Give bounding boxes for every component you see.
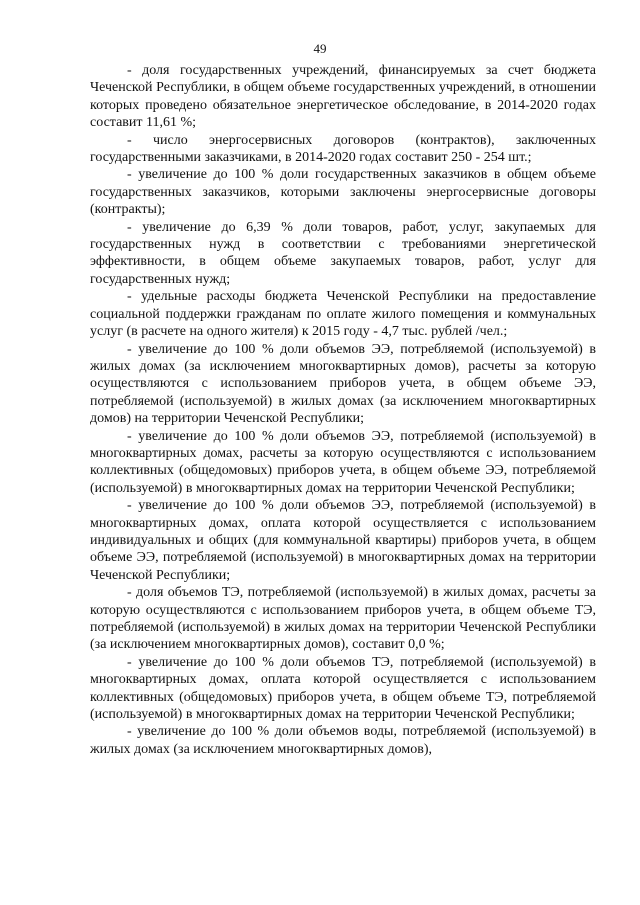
page-body <box>90 62 596 758</box>
page-number: 49 <box>313 41 327 56</box>
paragraph: - увеличение до 100 % доли объемов ЭЭ, потребляемой (используемой) в многоквартирных домах, расчеты за которую осуществляются с использованием коллективных (общедомовых) приборов учета, в общем объеме ЭЭ, потребляемой (используемой) в многоквартирных домах на территории Чеченской Республики; <box>90 428 596 496</box>
paragraph: - доля государственных учреждений, финансируемых за счет бюджета Чеченской Республики, в общем объеме государственных учреждений, в отношении которых проведено обязательное энергетическое обследование, в 2014-2020 годах составит 11,61 %; <box>90 63 596 131</box>
paragraph: - увеличение до 100 % доли объемов ЭЭ, потребляемой (используемой) в многоквартирных домах, оплата которой осуществляется с использованием индивидуальных и общих (для коммунальной квартиры) приборов учета, в общем объеме ЭЭ, потребляемой (используемой) в многоквартирных домах на территории Чеченской Республики; <box>90 498 596 583</box>
paragraph: - доля объемов ТЭ, потребляемой (используемой) в жилых домах, расчеты за которую осуществляются с использованием приборов учета, в общем объеме ТЭ, потребляемой (используемой) в жилых домах на территории Чеченской Республики (за исключением многоквартирных домов), составит 0,0 %; <box>90 585 596 653</box>
paragraph: - увеличение до 100 % доли объемов воды, потребляемой (используемой) в жилых домах (за исключением многоквартирных домов), <box>90 724 596 757</box>
paragraph: - увеличение до 100 % доли государственных заказчиков в общем объеме государственных заказчиков, которыми заключены энергосервисные договоры (контракты); <box>90 167 596 218</box>
paragraph: - увеличение до 100 % доли объемов ЭЭ, потребляемой (используемой) в жилых домах (за исключением многоквартирных домов), расчеты за которую осуществляются с использованием приборов учета, в общем объеме ЭЭ, потребляемой (используемой) в жилых домах (за исключением многоквартирных домов) на территории Чеченской Республики; <box>90 341 596 427</box>
paragraph: - удельные расходы бюджета Чеченской Республики на предоставление социальной поддержки гражданам по оплате жилого помещения и коммунальных услуг (в расчете на одного жителя) к 2015 году - 4,7 тыс. рублей /чел.; <box>90 289 596 340</box>
paragraph: - увеличение до 6,39 % доли товаров, работ, услуг, закупаемых для государственных нужд в соответствии с требованиями энергетической эффективности, в общем объеме закупаемых товаров, работ, услуг для государственных нужд; <box>90 219 596 287</box>
paragraph: - увеличение до 100 % доли объемов ТЭ, потребляемой (используемой) в многоквартирных домах, оплата которой осуществляется с использованием коллективных (общедомовых) приборов учета, в общем объеме ТЭ, потребляемой (используемой) в многоквартирных домах на территории Чеченской Республики; <box>90 654 596 723</box>
paragraph: - число энергосервисных договоров (контрактов), заключенных государственными заказчиками, в 2014-2020 годах составит 250 - 254 шт.; <box>90 132 596 166</box>
